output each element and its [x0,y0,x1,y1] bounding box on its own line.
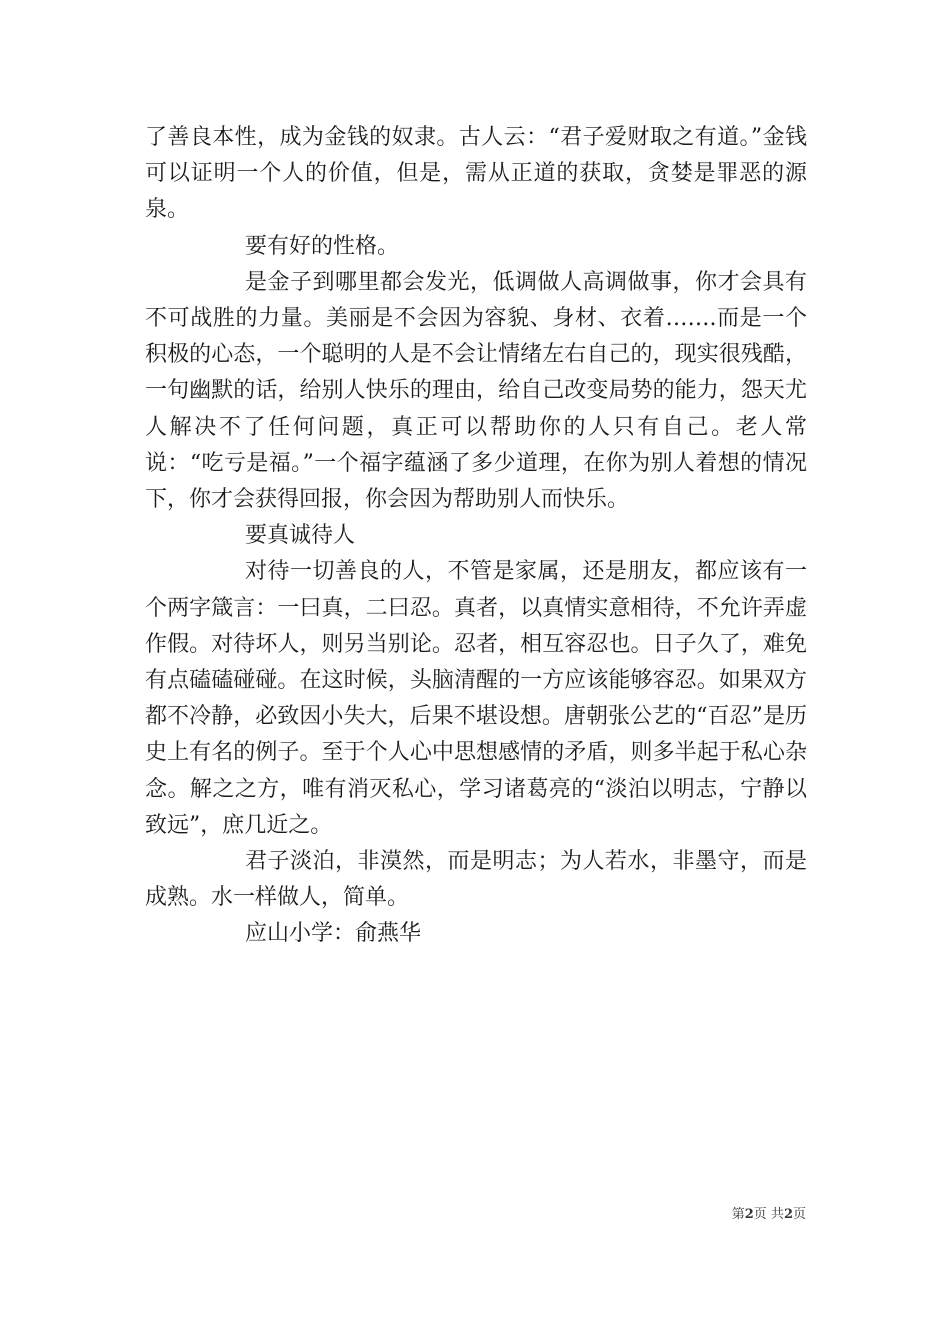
paragraph-sincerity: 对待一切善良的人，不管是家属，还是朋友，都应该有一个两字箴言：一曰真，二曰忍。真者，以真情实意相待，不允许弄虚作假。对待坏人，则另当别论。忍者，相互容忍也。日子久了，难免有点磕磕碰碰。在这时候，头脑清醒的一方应该能够容忍。如果双方都不冷静，必致因小失大，后果不堪设想。唐朝张公艺的“百忍”是历史上有名的例子。至于个人心中思想感情的矛盾，则多半起于私心杂念。解之之方，唯有消灭私心，学习诸葛亮的“淡泊以明志，宁静以致远”，庶几近之。 [145,559,807,838]
author-signature: 应山小学：俞燕华 [245,921,422,947]
footer-prefix: 第 [731,1207,745,1222]
footer-middle: 页 共 [753,1207,784,1222]
footer-total-pages: 2 [783,1207,793,1222]
footer-suffix: 页 [792,1207,806,1222]
page-number-footer [732,1203,806,1222]
heading-good-character: 要有好的性格。 [245,233,400,259]
footer-current-page: 2 [744,1207,754,1222]
heading-sincerity: 要真诚待人 [245,523,356,549]
document-body [145,120,807,953]
paragraph-character: 是金子到哪里都会发光，低调做人高调做事，你才会具有不可战胜的力量。美丽是不会因为容貌、身材、衣着…….而是一个积极的心态，一个聪明的人是不会让情绪左右自己的，现实很残酷，一句幽默的话，给别人快乐的理由，给自己改变局势的能力，怨天尤人解决不了任何问题，真正可以帮助你的人只有自己。老人常说：“吃亏是福。”一个福字蕴涵了多少道理，在你为别人着想的情况下，你才会获得回报，你会因为帮助别人而快乐。 [145,269,807,513]
paragraph-money: 了善良本性，成为金钱的奴隶。古人云：“君子爱财取之有道。”金钱可以证明一个人的价值，但是，需从正道的获取，贪婪是罪恶的源泉。 [145,125,807,223]
paragraph-like-water: 君子淡泊，非漠然，而是明志；为人若水，非墨守，而是成熟。水一样做人，简单。 [145,849,807,911]
